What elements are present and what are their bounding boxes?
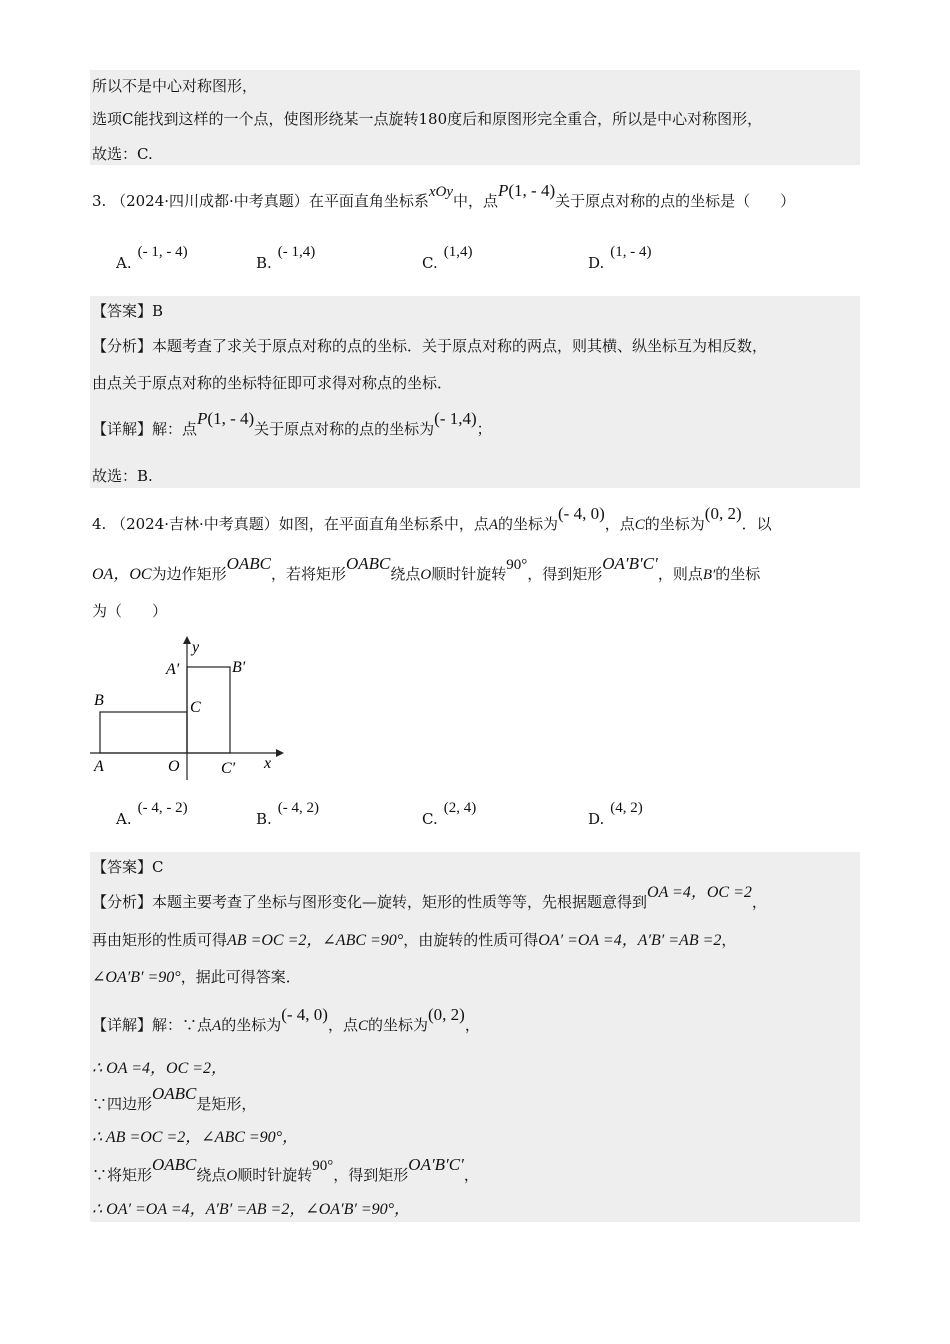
detail-text: 关于原点对称的点的坐标为 <box>254 420 435 438</box>
option-value: (1, - 4) <box>610 244 652 260</box>
option-value: (- 1, - 4) <box>137 244 188 260</box>
math-xoy: xOy <box>428 184 453 200</box>
math-angle: 90° <box>506 557 528 573</box>
detail-text: ∵将矩形 <box>92 1166 153 1184</box>
detail-text: ； <box>476 420 492 438</box>
analysis-line: 【分析】本题考查了求关于原点对称的点的坐标．关于原点对称的两点，则其横、纵坐标互为相反数， <box>92 337 768 355</box>
option-label: C. <box>422 810 438 828</box>
stem-text: ．以 <box>741 515 772 533</box>
label-y: y <box>192 639 200 656</box>
math-a: A <box>212 1018 222 1034</box>
stem-text: ，点 <box>604 515 635 533</box>
detail-text: 【详解】解：∵点 <box>92 1016 213 1034</box>
analysis-text: ， <box>721 931 737 949</box>
math-rect: OABC <box>226 554 271 573</box>
stem-text: 绕点 <box>390 565 421 583</box>
math-o: O <box>420 567 432 583</box>
math-coord-c: (0, 2) <box>704 504 742 523</box>
detail-line: ∴ OA′ =OA =4，A′B′ =AB =2，∠OA′B′ =90°， <box>92 1201 411 1218</box>
analysis-line <box>92 884 767 914</box>
detail-text: 是矩形， <box>196 1095 257 1113</box>
stem-text: 的坐标 <box>715 565 761 583</box>
detail-line <box>92 1155 479 1187</box>
option-d[interactable] <box>588 244 652 275</box>
text-line: 故选：C. <box>92 145 153 163</box>
detail-line <box>92 1005 480 1037</box>
math-rect: OABC <box>345 554 391 573</box>
question-source: （2024·四川成都·中考真题） <box>111 192 309 210</box>
analysis-line <box>92 929 736 952</box>
math-coord-a: (- 4, 0) <box>281 1005 328 1024</box>
option-label: A. <box>116 254 132 272</box>
detail-text: ， <box>463 1166 479 1184</box>
label-o: O <box>168 758 180 775</box>
option-value: (4, 2) <box>610 800 643 816</box>
question-3-stem <box>92 181 796 213</box>
math-sides: OA，OC <box>92 566 152 583</box>
math-point-p: P <box>498 181 509 200</box>
option-label: A. <box>116 810 132 828</box>
question-4-stem-line1 <box>92 504 772 536</box>
option-value: (- 4, 2) <box>277 800 320 816</box>
question-number: 4. <box>92 515 107 533</box>
detail-text: ，点 <box>327 1016 358 1034</box>
analysis-line <box>92 966 301 989</box>
detail-text: ， <box>464 1016 480 1034</box>
option-label: B. <box>256 254 272 272</box>
analysis-text: 再由矩形的性质可得 <box>92 931 228 949</box>
math-expression: OA =4，OC =2 <box>647 884 752 901</box>
stem-text: 在平面直角坐标系 <box>308 192 429 210</box>
math-bprime: B′ <box>702 567 716 583</box>
option-value: (- 4, - 2) <box>137 800 188 816</box>
option-label: D. <box>588 254 605 272</box>
option-c[interactable] <box>422 800 477 831</box>
detail-line: ∴ OA =4，OC =2， <box>92 1060 228 1077</box>
math-c: C <box>357 1018 368 1034</box>
detail-text: 【详解】解：点 <box>92 420 198 438</box>
analysis-line: 由点关于原点对称的坐标特征即可求得对称点的坐标． <box>92 374 453 392</box>
stem-text: 的坐标为 <box>498 515 559 533</box>
detail-text: 绕点 <box>196 1166 227 1184</box>
stem-text: ，若将矩形 <box>270 565 346 583</box>
math-expression: OA′ =OA =4，A′B′ =AB =2 <box>538 932 722 949</box>
stem-text: ，则点 <box>657 565 703 583</box>
y-axis-arrow <box>183 636 191 644</box>
math-rect2: OA′B′C′ <box>602 554 658 573</box>
analysis-text: ，据此可得答案． <box>180 968 301 986</box>
label-a-prime: A′ <box>166 661 180 678</box>
stem-text: 中，点 <box>452 192 498 210</box>
option-a[interactable] <box>116 244 188 275</box>
detail-text: 顺时针旋转 <box>237 1166 313 1184</box>
option-b[interactable] <box>256 800 320 831</box>
option-c[interactable] <box>422 244 473 275</box>
stem-text: ，得到矩形 <box>527 565 603 583</box>
stem-text: 顺时针旋转 <box>431 565 507 583</box>
math-coord-c: (0, 2) <box>427 1005 465 1024</box>
stem-text: 如图，在平面直角坐标系中，点 <box>278 515 489 533</box>
option-value: (2, 4) <box>443 800 477 816</box>
detail-line: ∴ AB =OC =2，∠ABC =90°， <box>92 1129 299 1146</box>
math-point-coord: (1, - 4) <box>508 181 556 200</box>
math-point-p: P <box>197 409 208 428</box>
analysis-text: ，由旋转的性质可得 <box>403 931 539 949</box>
text-line: 选项C能找到这样的一个点，使图形绕某一点旋转180度后和原图形完全重合，所以是中心对称图形， <box>92 110 763 128</box>
detail-text: ，得到矩形 <box>333 1166 409 1184</box>
question-number: 3. <box>92 192 107 210</box>
option-b[interactable] <box>256 244 316 275</box>
label-b-prime: B′ <box>232 659 246 676</box>
math-rect: OABC <box>152 1155 197 1174</box>
math-point-coord: (1, - 4) <box>207 409 255 428</box>
option-label: D. <box>588 810 605 828</box>
x-axis-arrow <box>276 749 284 757</box>
option-label: B. <box>256 810 272 828</box>
analysis-text: ， <box>751 893 767 911</box>
answer-line: 【答案】B <box>92 302 164 320</box>
math-o: O <box>226 1168 238 1184</box>
stem-text: 关于原点对称的点的坐标是（ ） <box>555 192 796 210</box>
option-value: (- 1,4) <box>277 244 316 260</box>
detail-line <box>92 1084 257 1115</box>
label-c-prime: C′ <box>221 760 236 777</box>
question-source: （2024·吉林·中考真题） <box>111 515 279 533</box>
rectangle-oabc <box>100 712 187 753</box>
label-c: C <box>190 699 201 716</box>
option-label: C. <box>422 254 438 272</box>
option-value: (1,4) <box>443 244 473 260</box>
math-angle: 90° <box>312 1158 334 1174</box>
analysis-text: 【分析】本题主要考查了坐标与图形变化—旋转，矩形的性质等等，先根据题意得到 <box>92 893 648 911</box>
label-x: x <box>264 755 272 772</box>
math-rect2: OA′B′C′ <box>408 1155 464 1174</box>
math-rect: OABC <box>152 1084 197 1103</box>
math-c: C <box>634 517 645 533</box>
option-a[interactable] <box>116 800 188 831</box>
math-expression: AB =OC =2，∠ABC =90° <box>227 932 404 949</box>
label-b: B <box>94 692 104 709</box>
question-4-stem-line3: 为（ ） <box>92 602 168 620</box>
math-coord-a: (- 4, 0) <box>558 504 605 523</box>
math-a: A <box>488 517 498 533</box>
math-expression: ∠OA′B′ =90° <box>92 969 181 986</box>
label-a: A <box>94 758 104 775</box>
math-result-coord: (- 1,4) <box>434 409 477 428</box>
detail-line <box>92 409 492 440</box>
stem-text: 的坐标为 <box>644 515 705 533</box>
choose-line: 故选：B. <box>92 467 153 485</box>
question-4-stem-line2 <box>92 554 761 586</box>
coordinate-figure <box>88 632 288 782</box>
text-line: 所以不是中心对称图形， <box>92 77 258 95</box>
detail-text: ∵四边形 <box>92 1095 153 1113</box>
answer-line: 【答案】C <box>92 858 164 876</box>
option-d[interactable] <box>588 800 643 831</box>
stem-text: 为边作矩形 <box>151 565 227 583</box>
detail-text: 的坐标为 <box>221 1016 282 1034</box>
detail-text: 的坐标为 <box>367 1016 428 1034</box>
